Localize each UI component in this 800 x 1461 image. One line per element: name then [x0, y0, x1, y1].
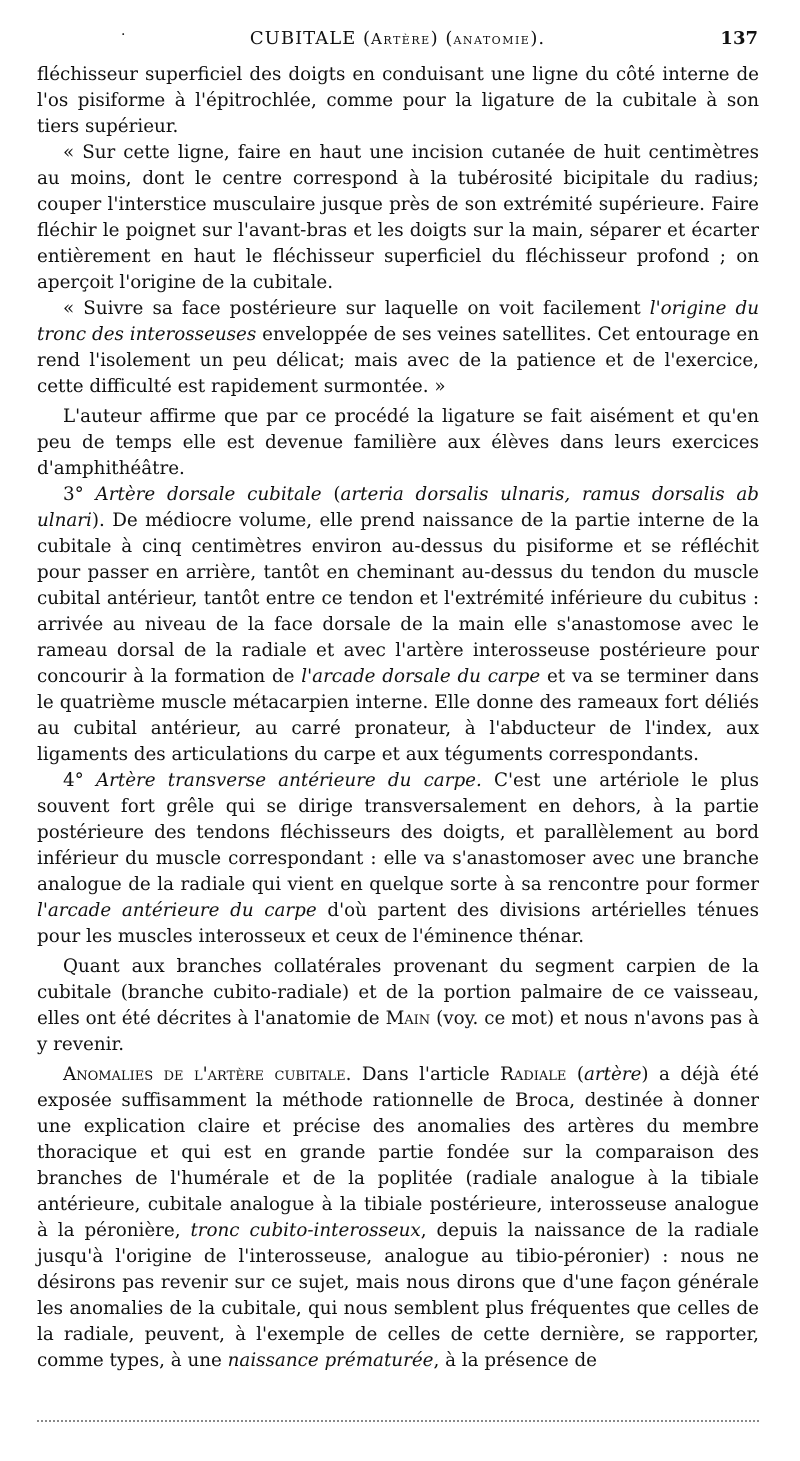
paragraph-8: Anomalies de l'artère cubitale. Dans l'article Radiale (artère) a déjà été exposée suffisamment la méthode rationnelle de Broca, destinée à donner une explication claire et précise des anomalies des artères du membre thoracique et qui est en grande partie fondée sur la comparaison des branches de l'humérale et de la poplitée (radiale analogue à la tibiale antérieure, cubitale analogue à la tibiale postérieure, interosseuse analogue à la péronière, tronc cubito-interosseux, depuis la naissance de la radiale jusqu'à l'origine de l'interosseuse, analogue au tibio-péronier) : nous ne désirons pas revenir sur ce sujet, mais nous dirons que d'une façon générale les anomalies de la cubitale, qui nous semblent plus fréquentes que celles de la radiale, peuvent, à l'exemple de celles de cette dernière, se rapporter, comme types, à une naissance prématurée, à la présence de: [37, 1064, 759, 1371]
header-dot: ·: [121, 27, 127, 43]
running-header: [37, 26, 758, 52]
paragraph-5: 3° Artère dorsale cubitale (arteria dorsalis ulnaris, ramus dorsalis ab ulnari). De médiocre volume, elle prend naissance de la partie interne de la cubitale à cinq centimètres environ au-dessus du pisiforme et se réfléchit pour passer en arrière, tantôt en cheminant au-dessus du tendon du muscle cubital antérieur, tantôt entre ce tendon et l'extrémité inférieure du cubitus : arrivée au niveau de la face dorsale de la main elle s'anastomose avec le rameau dorsal de la radiale et avec l'artère interosseuse postérieure pour concourir à la formation de l'arcade dorsale du carpe et va se terminer dans le quatrième muscle métacarpien interne. Elle donne des rameaux fort déliés au cubital antérieur, au carré pronateur, à l'abducteur de l'index, aux ligaments des articulations du carpe et aux téguments correspondants.: [37, 484, 759, 765]
page-number: 137: [720, 28, 758, 49]
paragraph-3: « Suivre sa face postérieure sur laquelle on voit facilement l'origine du tronc des interosseuses enveloppée de ses veines satellites. Cet entourage en rend l'isolement un peu délicat; mais avec de la patience et de l'exercice, cette difficulté est rapidement surmontée. »: [37, 298, 759, 397]
paragraph-1: fléchisseur superficiel des doigts en conduisant une ligne du côté interne de l'os pisiforme à l'épitrochlée, comme pour la ligature de la cubitale à son tiers supérieur.: [37, 64, 759, 137]
footer-dotted-rule: [37, 1420, 759, 1424]
paragraph-2: « Sur cette ligne, faire en haut une incision cutanée de huit centimètres au moins, dont le centre correspond à la tubérosité bicipitale du radius; couper l'interstice musculaire jusque près de son extrémité supérieure. Faire fléchir le poignet sur l'avant-bras et les doigts sur la main, séparer et écarter entièrement en haut le fléchisseur superficiel du fléchisseur profond ; on aperçoit l'origine de la cubitale.: [37, 142, 759, 293]
body-text: [37, 62, 759, 1374]
running-title: CUBITALE (Artère) (anatomie).: [249, 28, 546, 49]
paragraph-7: Quant aux branches collatérales provenant du segment carpien de la cubitale (branche cubito-radiale) et de la portion palmaire de ce vaisseau, elles ont été décrites à l'anatomie de Main (voy. ce mot) et nous n'avons pas à y revenir.: [37, 956, 759, 1055]
paragraph-4: L'auteur affirme que par ce procédé la ligature se fait aisément et qu'en peu de temps elle est devenue familière aux élèves dans leurs exercices d'amphithéâtre.: [37, 406, 759, 479]
paragraph-6: 4° Artère transverse antérieure du carpe. C'est une artériole le plus souvent fort grêle qui se dirige transversalement en dehors, à la partie postérieure des tendons fléchisseurs des doigts, et parallèlement au bord inférieur du muscle correspondant : elle va s'anastomoser avec une branche analogue de la radiale qui vient en quelque sorte à sa rencontre pour former l'arcade antérieure du carpe d'où partent des divisions artérielles ténues pour les muscles interosseux et ceux de l'éminence thénar.: [37, 770, 759, 947]
